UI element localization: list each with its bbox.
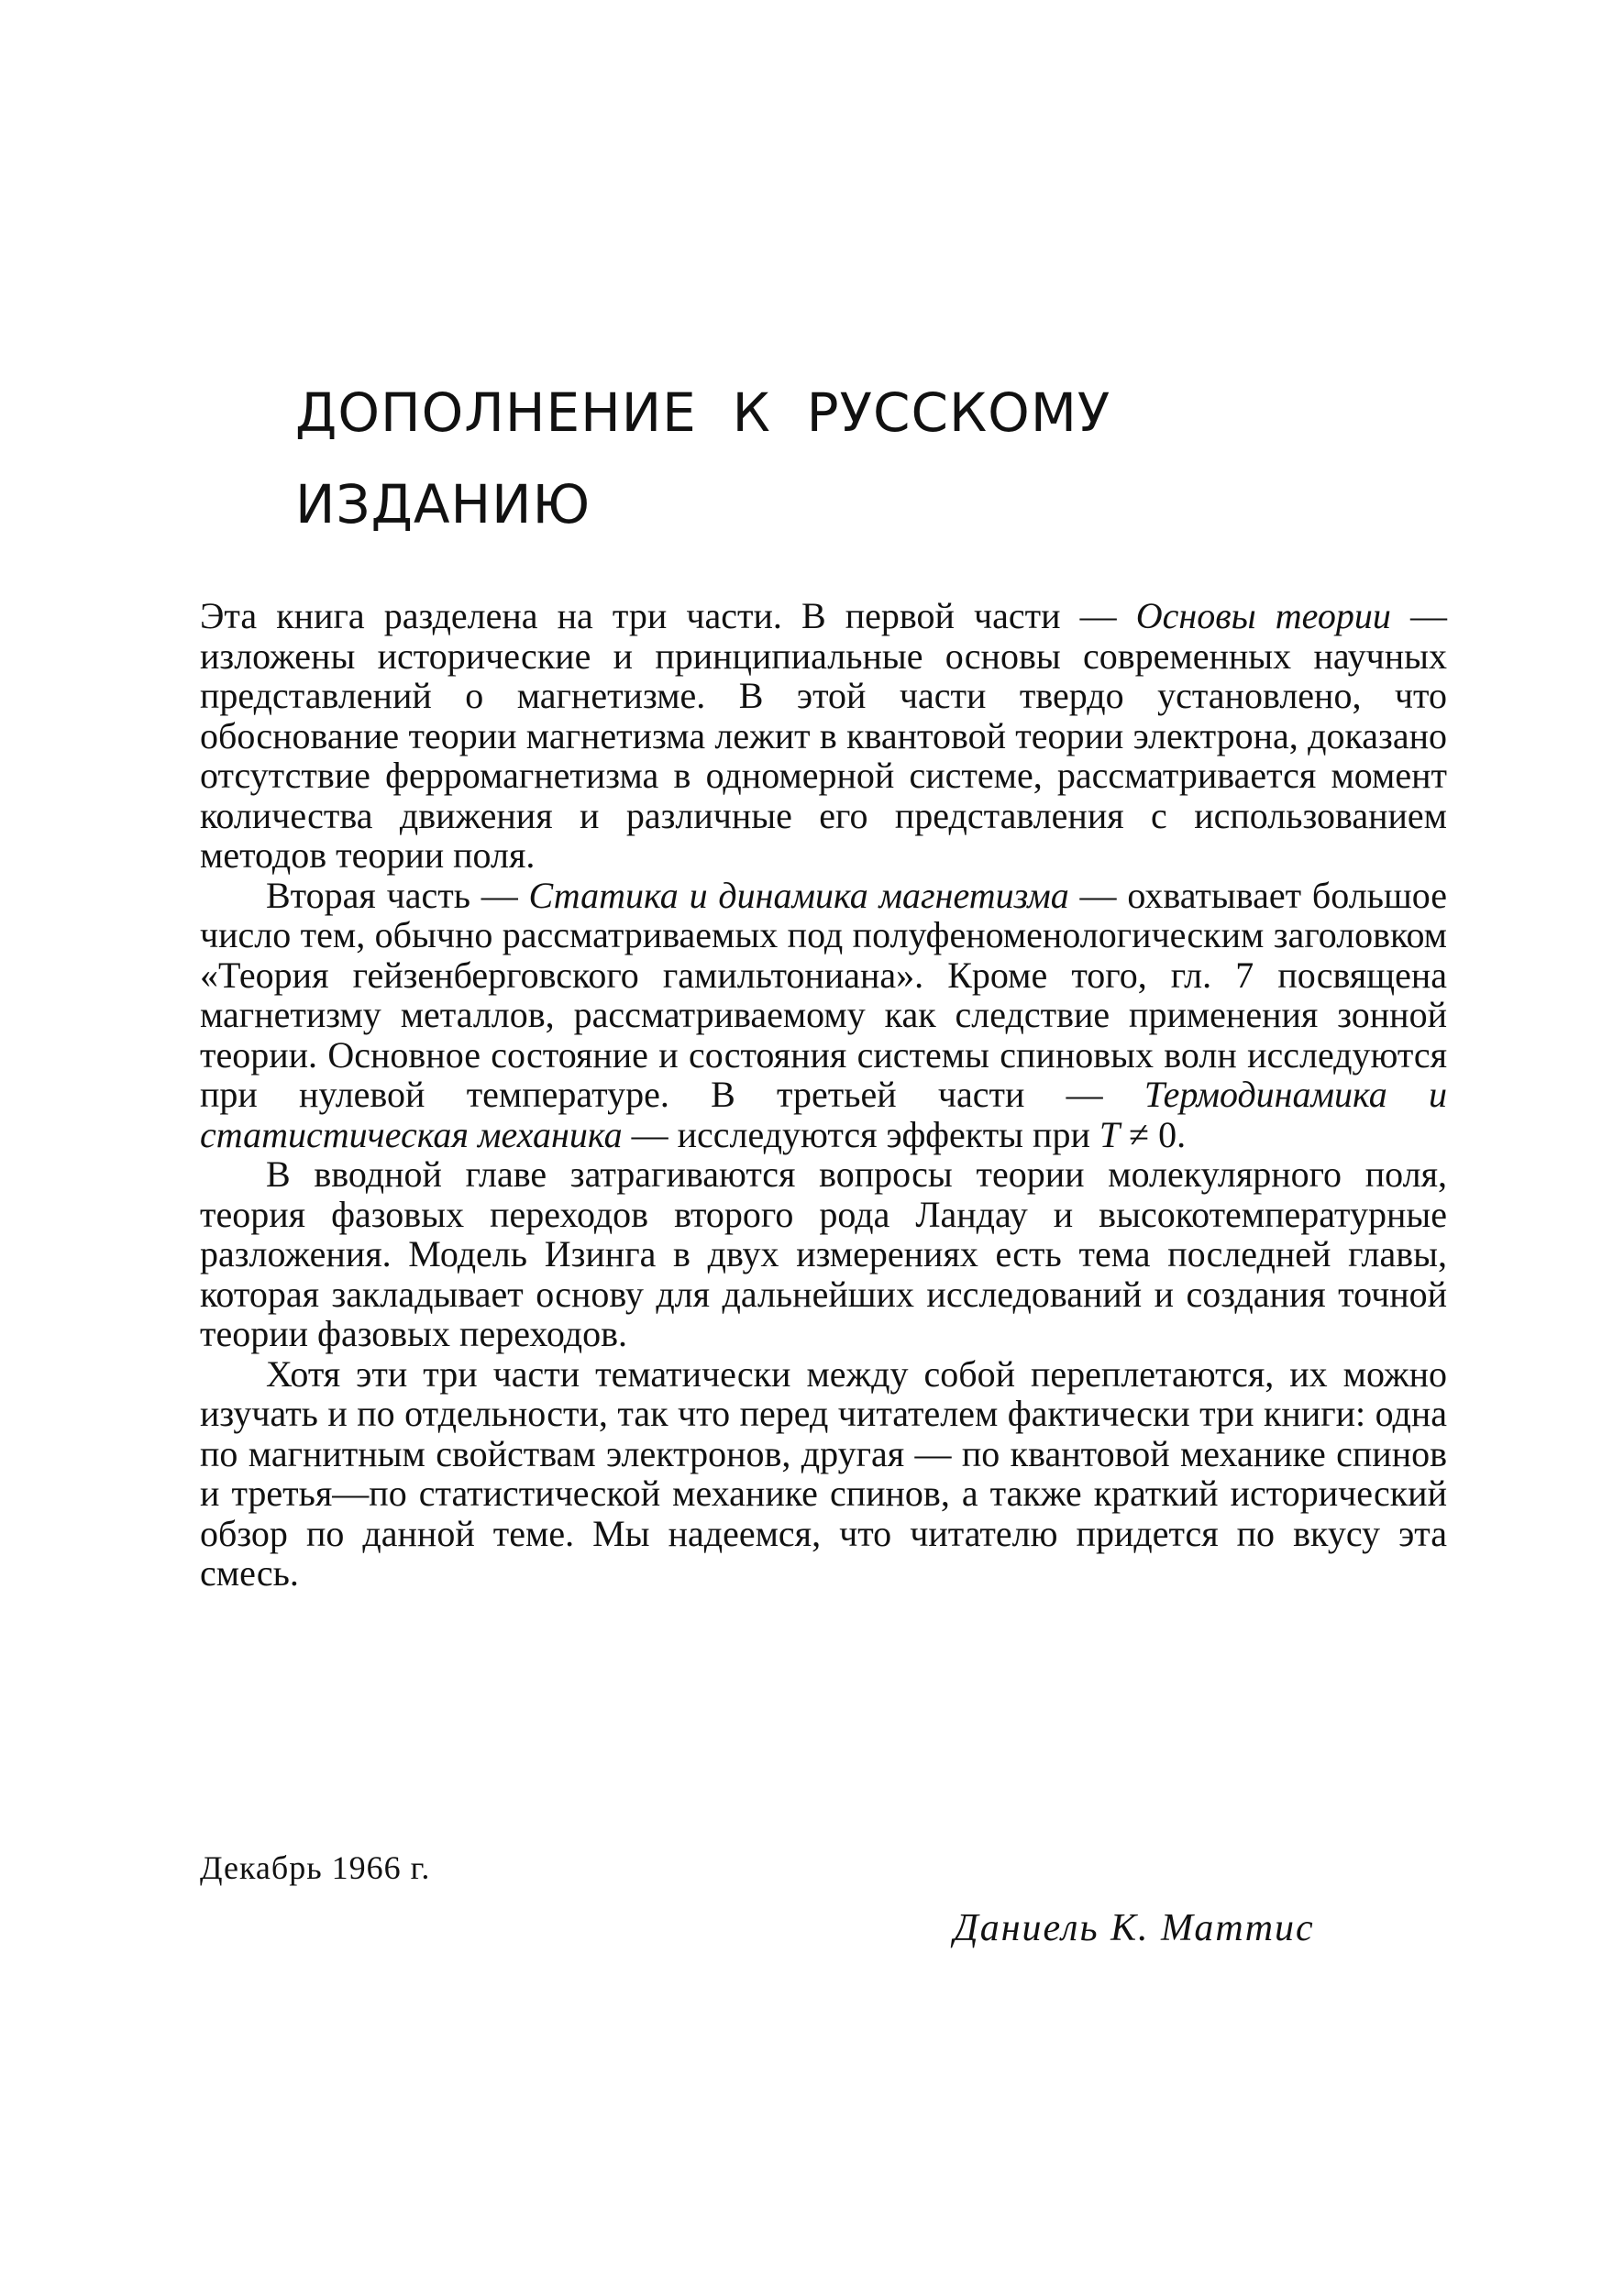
date-line: Декабрь 1966 г. xyxy=(200,1849,431,1886)
paragraph-2 xyxy=(200,876,1447,1155)
paragraph-2-text-e: — исследуются эффекты при xyxy=(622,1113,1099,1155)
part-1-title: Основы теории xyxy=(1135,595,1391,636)
author-signature: Даниель К. Маттис xyxy=(954,1907,1315,1949)
paragraph-1 xyxy=(200,596,1447,876)
paragraph-4: Хотя эти три части тематически между собой переплетаются, их можно изучать и по отдельности, так что перед читателем фактически три книги: одна по магнитным свойствам электронов, другая — по квантовой механике спинов и третья—по статистической механике спинов, а также краткий исторический обзор по данной теме. Мы надеемся, что читателю придется по вкусу эта смесь. xyxy=(200,1352,1447,1594)
paragraph-2-text-a: Вторая часть — xyxy=(266,874,529,916)
page-title xyxy=(295,367,1304,550)
paragraph-2-text-g: ≠ 0. xyxy=(1120,1113,1187,1155)
paragraph-1-text-c: — изложены исторические и принципиальные основы современных научных представлений о магнетизме. В этой части твердо установлено, что обоснование теории магнетизма лежит в квантовой теории электрона, доказано отсутствие ферромагнетизма в одномерной системе, рассматривается момент количества движения и различные его представления с использованием методов теории поля. xyxy=(200,595,1448,876)
paragraph-2-text-c: — охватывает большое число тем, обычно рассматриваемых под полуфеноменологическим заголовком «Теория гейзенберговского гамильтониана». Кроме того, гл. 7 посвящена магнетизму металлов, рассматриваемому как следствие применения зонной теории. Основное состояние и состояния системы спиновых волн исследуются при нулевой температуре. В третьей части — xyxy=(200,874,1447,1115)
page-title-line-1: ДОПОЛНЕНИЕ К РУССКОМУ xyxy=(295,381,1111,444)
part-3-title: Термодинамика и статистическая механика xyxy=(200,1074,1448,1155)
page-title-line-2: ИЗДАНИЮ xyxy=(295,473,591,535)
temperature-symbol: T xyxy=(1099,1113,1121,1155)
body-text xyxy=(200,596,1447,1594)
paragraph-3: В вводной главе затрагиваются вопросы теории молекулярного поля, теория фазовых переходов второго рода Ландау и высокотемпературные разложения. Модель Изинга в двух измерениях есть тема последней главы, которая закладывает основу для дальнейших исследований и создания точной теории фазовых переходов. xyxy=(200,1153,1447,1354)
paragraph-1-text-a: Эта книга разделена на три части. В первой части — xyxy=(200,595,1136,636)
part-2-title: Статика и динамика магнетизма xyxy=(528,874,1069,916)
